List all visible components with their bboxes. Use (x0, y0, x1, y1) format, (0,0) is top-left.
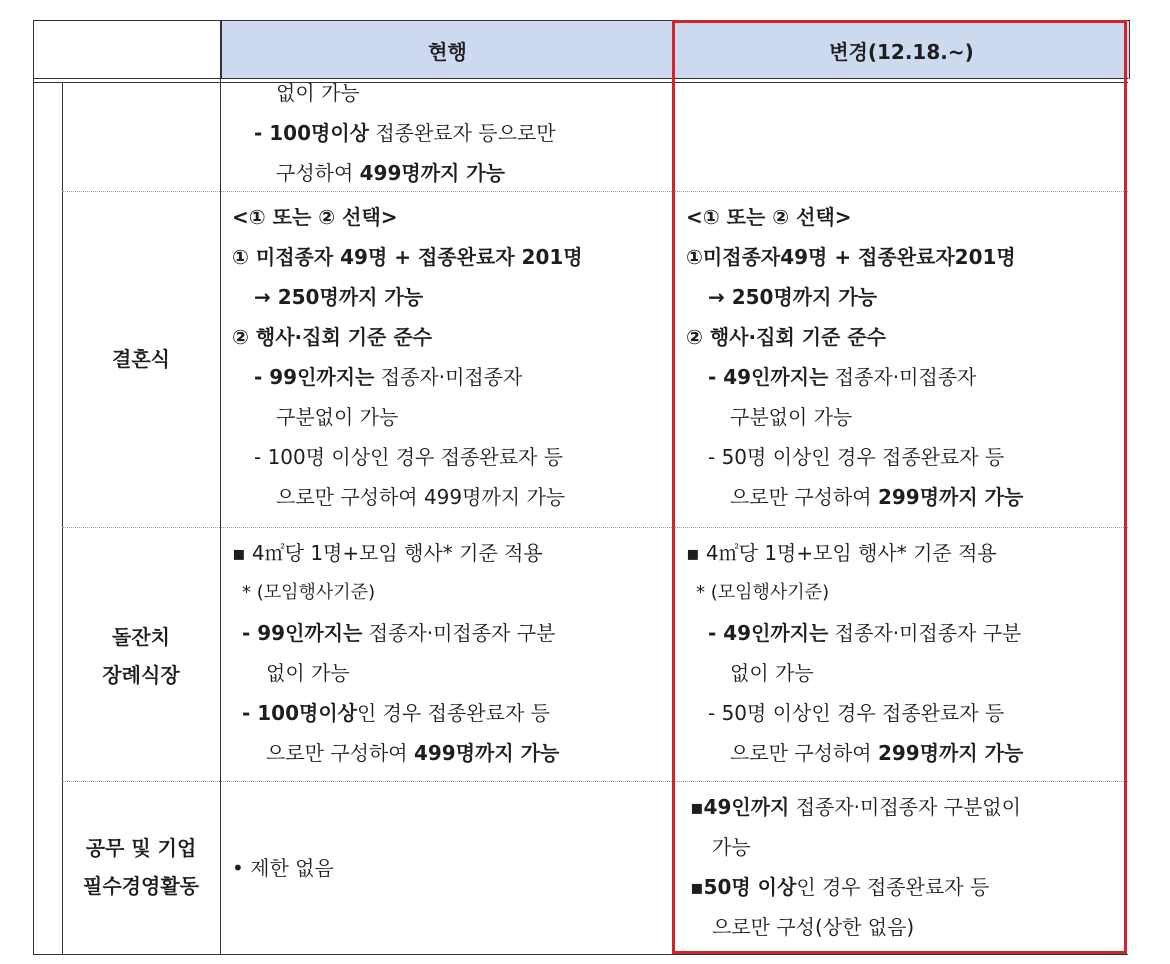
text-line: ▪ 4㎡당 1명+모임 행사* 기준 적용 (686, 541, 997, 565)
text-line (686, 477, 1023, 517)
text-run: 접종완료자 등으로만 (368, 121, 556, 145)
text-run: - (254, 121, 270, 145)
frame-bottom (33, 954, 1128, 955)
business-current-cell (232, 848, 334, 888)
text-line: <① 또는 ② 선택> (686, 205, 852, 229)
text-line: 없이 가능 (276, 81, 360, 105)
header-divider-bottom (33, 82, 1128, 83)
row-label-wedding: 결혼식 (112, 347, 170, 371)
text-line: 구분없이 가능 (276, 405, 399, 429)
text-run: 100명이상 (269, 121, 369, 145)
text-line: - 50명 이상인 경우 접종완료자 등 (708, 445, 1005, 469)
text-line: ▪ 4㎡당 1명+모임 행사* 기준 적용 (232, 541, 543, 565)
text-line: ② 행사·집회 기준 준수 (232, 325, 432, 349)
text-run: 인 경우 접종완료자 등 (796, 875, 990, 899)
text-run: 499명까지 가능 (359, 161, 505, 185)
text-line (690, 787, 1021, 827)
text-run: ▪49인까지 (690, 795, 790, 819)
text-line (232, 113, 556, 153)
row-label-birthday-funeral (62, 618, 220, 694)
text-run: 49인까지는 (723, 365, 829, 389)
text-line: ② 행사·집회 기준 준수 (686, 325, 886, 349)
text-run: - (242, 621, 258, 645)
text-run: 인 경우 접종완료자 등 (356, 701, 550, 725)
frame-left (33, 20, 34, 954)
text-line: → 250명까지 가능 (708, 285, 878, 309)
text-line: * (모임행사기준) (242, 582, 376, 603)
text-run: 299명까지 가능 (877, 741, 1024, 765)
label-line: 돌잔치 (112, 625, 170, 649)
text-line (690, 867, 1021, 907)
row-divider (62, 527, 1128, 528)
wedding-current-cell (232, 197, 583, 517)
text-line (232, 153, 556, 193)
text-run: 구성하여 (276, 161, 360, 185)
text-line: 가능 (712, 835, 751, 859)
text-line: 으로만 구성(상한 없음) (712, 915, 915, 939)
label-line: 장례식장 (102, 663, 180, 687)
label-line: 필수경영활동 (83, 874, 199, 898)
top-row-current-cell (232, 73, 556, 193)
header-current: 현행 (221, 20, 673, 79)
text-line (686, 613, 1023, 653)
text-line (232, 733, 559, 773)
header-change: 변경(12.18.~) (673, 20, 1130, 79)
row-label-business (62, 829, 220, 905)
text-line: 구분없이 가능 (730, 405, 853, 429)
text-line: <① 또는 ② 선택> (232, 205, 398, 229)
business-change-cell (690, 787, 1021, 947)
text-run: ▪50명 이상 (690, 875, 797, 899)
group-column-line (62, 83, 63, 954)
text-run: 접종자·미접종자 구분 (362, 621, 556, 645)
middle-column-line (672, 20, 673, 954)
text-run: 접종자·미접종자 (828, 365, 977, 389)
text-line: 없이 가능 (266, 661, 350, 685)
text-line (686, 733, 1023, 773)
text-run: 접종자·미접종자 (374, 365, 523, 389)
text-run: 99인까지는 (269, 365, 375, 389)
text-line: → 250명까지 가능 (254, 285, 424, 309)
row-divider (62, 781, 1128, 782)
text-line: * (모임행사기준) (696, 582, 830, 603)
text-run: 으로만 구성하여 (730, 485, 878, 509)
label-line: 공무 및 기업 (85, 836, 197, 860)
birthday-current-cell (232, 533, 559, 773)
text-line: ①미접종자49명 + 접종완료자201명 (686, 245, 1016, 269)
text-line: - 100명 이상인 경우 접종완료자 등 (254, 445, 564, 469)
label-column-line (220, 20, 221, 954)
text-run: 99인까지는 (257, 621, 363, 645)
text-line (686, 357, 1023, 397)
text-run: 49인까지는 (723, 621, 829, 645)
text-line: - 50명 이상인 경우 접종완료자 등 (708, 701, 1005, 725)
text-line: 없이 가능 (730, 661, 814, 685)
text-line (232, 357, 583, 397)
header-divider-top (33, 78, 1128, 79)
wedding-change-cell (686, 197, 1023, 517)
text-run: - (254, 365, 270, 389)
text-line: ① 미접종자 49명 + 접종완료자 201명 (232, 245, 583, 269)
header-blank-cell (33, 20, 221, 79)
text-run: - (708, 365, 724, 389)
text-run: - (708, 621, 724, 645)
row-divider (62, 191, 1128, 192)
text-line: 으로만 구성하여 499명까지 가능 (276, 485, 566, 509)
text-run: 으로만 구성하여 (730, 741, 878, 765)
text-run: 499명까지 가능 (413, 741, 560, 765)
text-line: • 제한 없음 (232, 856, 334, 880)
text-run: 접종자·미접종자 구분 (828, 621, 1022, 645)
text-line (232, 613, 559, 653)
text-run: 299명까지 가능 (877, 485, 1024, 509)
text-run: 100명이상 (257, 701, 357, 725)
text-run: 으로만 구성하여 (266, 741, 414, 765)
birthday-change-cell (686, 533, 1023, 773)
text-run: 접종자·미접종자 구분없이 (789, 795, 1021, 819)
text-run: - (242, 701, 258, 725)
text-line (232, 693, 559, 733)
